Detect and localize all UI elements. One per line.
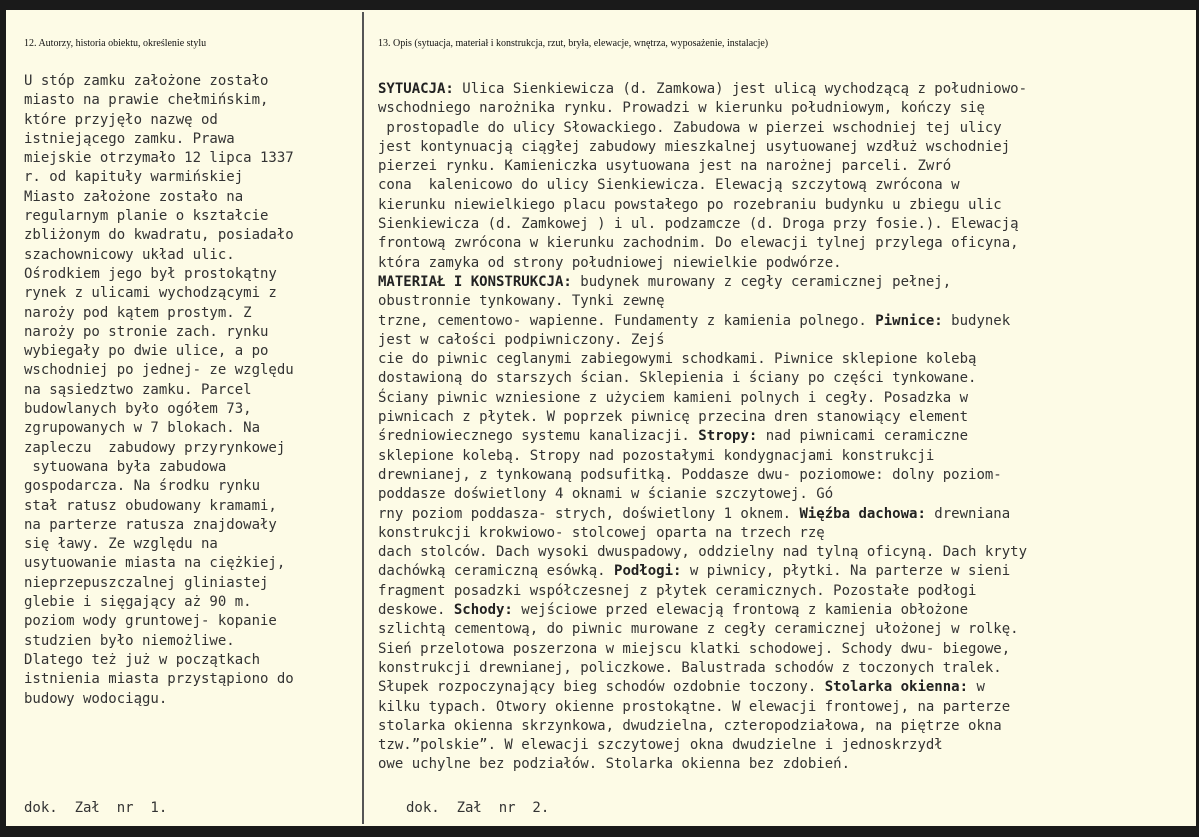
- text-line: miasto na prawie chełmińskim,: [24, 92, 269, 109]
- text-line: [378, 466, 1027, 485]
- text-line: studzien było niemożliwe.: [24, 632, 235, 649]
- text-line: sytuowana była zabudowa: [24, 458, 227, 475]
- text-line: [378, 292, 1027, 311]
- text-segment: prostopadle do ulicy Słowackiego. Zabudowa w pierzei wschodniej tej ulicy: [378, 119, 1002, 136]
- text-line: [378, 582, 1027, 601]
- text-line: [378, 196, 1027, 215]
- text-line: [378, 755, 1027, 774]
- text-segment: Sienkiewicza (d. Zamkowej ) i ul. podzamcze (d. Droga przy fosie.). Elewacją: [378, 216, 1019, 233]
- text-line: [378, 736, 1027, 755]
- text-segment: w piwnicy, płytki. Na parterze w sieni: [681, 563, 1011, 580]
- text-segment: frontową zwrócona w kierunku zachodnim. Do elewacji tylnej przylega oficyna,: [378, 235, 1019, 252]
- section-label: Stolarka okienna:: [824, 679, 969, 696]
- text-segment: Słupek rozpoczynający bieg schodów ozdobnie toczony.: [378, 679, 825, 696]
- text-line: szachownicowy układ ulic.: [24, 246, 235, 263]
- text-segment: dach stolców. Dach wysoki dwuspadowy, oddzielny nad tylną oficyną. Dach kryty: [378, 544, 1028, 561]
- text-line: budowy wodociągu.: [24, 690, 168, 707]
- text-line: poziom wody gruntowej- kopanie: [24, 613, 277, 630]
- text-segment: fragment posadzki współczesnej z płytek ceramicznych. Pozostałe podłogi: [378, 582, 977, 599]
- text-segment: nad piwnicami ceramiczne: [757, 428, 969, 445]
- section-label: Stropy:: [698, 428, 758, 445]
- text-segment: cie do piwnic ceglanymi zabiegowymi schodkami. Piwnice sklepione kolebą: [378, 351, 977, 368]
- text-line: rynek z ulicami wychodzącymi z: [24, 285, 277, 302]
- text-segment: wejściowe przed elewacją frontową z kamienia obłożone: [512, 602, 969, 619]
- text-segment: dachówką ceramiczną esówką.: [378, 563, 615, 580]
- text-line: [378, 447, 1027, 466]
- text-line: zgrupowanych w 7 blokach. Na: [24, 420, 261, 437]
- text-line: miejskie otrzymało 12 lipca 1337: [24, 150, 294, 167]
- text-line: [378, 312, 1027, 331]
- section-12-heading: 12. Autorzy, historia obiektu, określenie stylu: [24, 38, 207, 49]
- text-segment: stolarka okienna skrzynkowa, dwudzielna, czteropodziałowa, na piętrze okna: [378, 717, 1002, 734]
- text-segment: konstrukcji krokwiowo- stolcowej oparta na trzech rzę: [378, 524, 825, 541]
- text-segment: cona kalenicowo do ulicy Sienkiewicza. Elewacją szczytową zwrócona w: [378, 177, 960, 194]
- text-segment: Sień przelotowa poszerzona w miejscu klatki schodowej. Schody dwu- biegowe,: [378, 640, 1011, 657]
- text-line: [378, 408, 1027, 427]
- text-line: wybiegały po dwie ulice, a po: [24, 343, 269, 360]
- text-line: Dlatego też już w początkach: [24, 651, 261, 668]
- text-line: zbliżonym do kwadratu, posiadało: [24, 227, 294, 244]
- text-segment: deskowe.: [378, 602, 454, 619]
- text-line: [378, 505, 1027, 524]
- text-segment: kierunku niewielkiego placu powstałego po rozebraniu budynku u zbiegu ulic: [378, 196, 1002, 213]
- section-13-heading: 13. Opis (sytuacja, materiał i konstrukcja, rzut, bryła, elewacje, wnętrza, wyposażenie, instalacje): [378, 38, 769, 49]
- text-line: r. od kapituły warmińskiej: [24, 169, 244, 186]
- section-label: MATERIAŁ I KONSTRUKCJA:: [378, 273, 572, 290]
- text-line: [378, 562, 1027, 581]
- scan-border-bottom: [0, 826, 1199, 837]
- text-line: na parterze ratusza znajdowały: [24, 516, 277, 533]
- text-line: [378, 640, 1027, 659]
- text-segment: rny poziom poddasza- strych, doświetlony 1 oknem.: [378, 505, 800, 522]
- section-label: Więźba dachowa:: [799, 505, 926, 522]
- history-text: [24, 72, 294, 709]
- text-line: [378, 234, 1027, 253]
- text-line: zapleczu zabudowy przyrynkowej: [24, 439, 286, 456]
- text-segment: średniowiecznego systemu kanalizacji.: [378, 428, 699, 445]
- text-segment: jest w całości podpiwniczony. Zejś: [378, 331, 665, 348]
- text-line: [378, 176, 1027, 195]
- text-segment: wschodniego narożnika rynku. Prowadzi w kierunku południowym, kończy się: [378, 100, 985, 117]
- text-line: naroży po stronie zach. rynku: [24, 323, 269, 340]
- text-line: nieprzepuszczalnej gliniastej: [24, 574, 269, 591]
- text-line: [378, 369, 1027, 388]
- text-line: [378, 80, 1027, 99]
- text-segment: pierzei rynku. Kamieniczka usytuowana jest na narożnej parceli. Zwró: [378, 158, 952, 175]
- text-segment: sklepione kolebą. Stropy nad pozostałymi kondygnacjami konstrukcji: [378, 447, 935, 464]
- text-line: Miasto założone zostało na: [24, 188, 244, 205]
- text-line: się ławy. Ze względu na: [24, 536, 218, 553]
- text-segment: trzne, cementowo- wapienne. Fundamenty z kamienia polnego.: [378, 312, 876, 329]
- section-label: Piwnice:: [875, 312, 943, 329]
- text-segment: Ulica Sienkiewicza (d. Zamkowa) jest ulicą wychodzącą z południowo-: [453, 81, 1028, 97]
- section-label: SYTUACJA:: [378, 81, 454, 97]
- text-segment: drewnianej, z tynkowaną podsufitką. Poddasze dwu- poziomowe: dolny poziom-: [378, 466, 1002, 483]
- text-line: [378, 678, 1027, 697]
- text-line: [378, 99, 1027, 118]
- text-line: które przyjęło nazwę od: [24, 111, 218, 128]
- text-line: istnienia miasta przystąpiono do: [24, 671, 294, 688]
- text-line: istniejącego zamku. Prawa: [24, 130, 235, 147]
- text-line: gospodarcza. Na środku rynku: [24, 478, 261, 495]
- text-segment: drewniana: [925, 505, 1011, 522]
- scan-border-left: [0, 0, 6, 837]
- section-label: Schody:: [453, 602, 513, 619]
- text-segment: piwnicach z płytek. W poprzek piwnicę przecina dren stanowiący element: [378, 409, 969, 426]
- section-label: Podłogi:: [614, 563, 682, 580]
- text-segment: w: [968, 679, 985, 696]
- text-line: stał ratusz obudowany kramami,: [24, 497, 277, 514]
- text-line: [378, 157, 1027, 176]
- text-line: naroży pod kątem prostym. Z: [24, 304, 252, 321]
- text-line: Ośrodkiem jego był prostokątny: [24, 265, 277, 282]
- text-line: [378, 524, 1027, 543]
- text-segment: Ściany piwnic wzniesione z użyciem kamieni polnych i cegły. Posadzka w: [378, 389, 969, 406]
- text-segment: owe uchylne bez podziałów. Stolarka okienna bez zdobień.: [378, 756, 851, 773]
- text-line: [378, 119, 1027, 138]
- text-line: budowlanych było ogółem 73,: [24, 401, 252, 418]
- text-line: regularnym planie o kształcie: [24, 208, 269, 225]
- text-segment: tzw.”polskie”. W elewacji szczytowej okna dwudzielne i jednoskrzydł: [378, 737, 943, 754]
- text-line: [378, 543, 1027, 562]
- footer-attachment-1: dok. Zał nr 1.: [24, 800, 168, 816]
- text-line: wschodniej po jednej- ze względu: [24, 362, 294, 379]
- text-line: [378, 389, 1027, 408]
- text-line: [378, 659, 1027, 678]
- column-divider: [362, 12, 364, 824]
- text-segment: jest kontynuacją ciągłej zabudowy mieszkalnej usytuowanej wzdłuż wschodniej: [378, 138, 1011, 155]
- scan-border-top: [0, 0, 1199, 10]
- text-line: [378, 254, 1027, 273]
- text-line: [378, 138, 1027, 157]
- text-line: [378, 601, 1027, 620]
- text-line: [378, 215, 1027, 234]
- text-line: [378, 698, 1027, 717]
- text-line: [378, 427, 1027, 446]
- text-segment: szlichtą cementową, do piwnic murowane z cegły ceramicznej ułożonej w rolkę.: [378, 621, 1019, 638]
- text-segment: która zamyka od strony południowej niewielkie podwórze.: [378, 254, 842, 271]
- text-segment: kilku typach. Otwory okienne prostokątne. W elewacji frontowej, na parterze: [378, 698, 1011, 715]
- text-line: [378, 717, 1027, 736]
- description-text: [378, 80, 1027, 775]
- text-segment: budynek: [942, 312, 1011, 329]
- text-line: [378, 350, 1027, 369]
- text-line: usytuowanie miasta na ciężkiej,: [24, 555, 286, 572]
- text-line: [378, 273, 1027, 292]
- text-line: U stóp zamku założone zostało: [24, 73, 269, 89]
- footer-attachment-2: dok. Zał nr 2.: [406, 800, 550, 816]
- text-segment: budynek murowany z cegły ceramicznej pełnej,: [571, 273, 952, 290]
- text-line: na sąsiedztwo zamku. Parcel: [24, 381, 252, 398]
- text-line: [378, 620, 1027, 639]
- text-line: [378, 331, 1027, 350]
- text-line: [378, 485, 1027, 504]
- text-segment: konstrukcji drewnianej, policzkowe. Balustrada schodów z toczonych tralek.: [378, 659, 1002, 676]
- text-line: glebie i sięgający aż 90 m.: [24, 594, 252, 611]
- text-segment: dostawioną do starszych ścian. Sklepienia i ściany po części tynkowane.: [378, 370, 977, 387]
- text-segment: poddasze doświetlony 4 oknami w ścianie szczytowej. Gó: [378, 486, 834, 503]
- text-segment: obustronnie tynkowany. Tynki zewnę: [378, 293, 665, 310]
